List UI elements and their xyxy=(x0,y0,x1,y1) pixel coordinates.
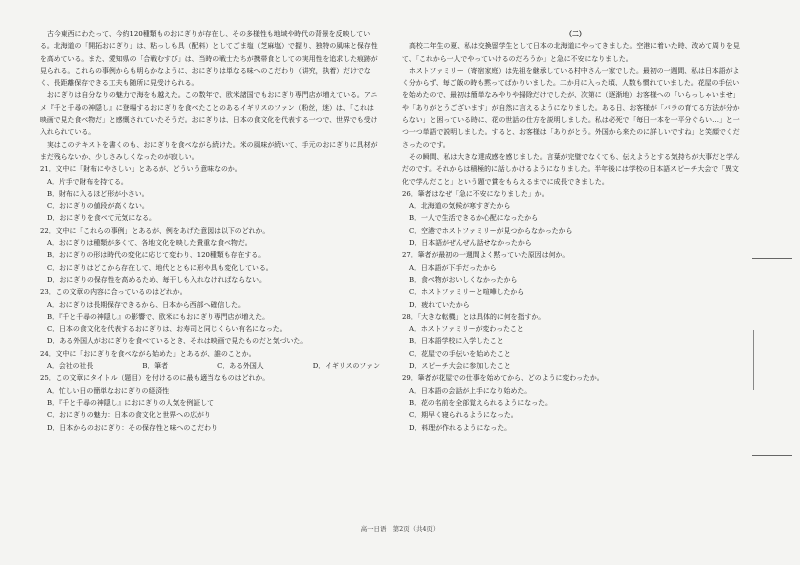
option-b: B．一人で生活できるか心配になったから xyxy=(409,214,539,223)
option-c: C．おにぎりの魅力：日本の食文化と世界への広がり xyxy=(47,411,211,420)
passage-paragraph: 高校二年生の夏、私は交換留学生として日本の北海道にやってきました。空港に着いた時、改めて周りを見て、「これから一人でやっていけるのだろうか」と急に不安になりました。 xyxy=(402,42,740,63)
passage-paragraph: ホストファミリー（寄宿家庭）は先祖を継承している村中さん一家でした。最初の一週間、私は日本語がよく分からず、毎ご飯の時も黙ってばかりいました。二か月に入った頃、人数も慣れていました。花屋の手伝いを始めたので、最初は簡単なみやりや掃除だけでしたが、次第に（逐渐地）お客様への「いらっしゃいませ」や「ありがとうございます」が自然に言えるようになりました。ある日、お客様が「バラの育てる方法が分からない」と困っている時に、花の世話の仕方を説明しました。私は必死で「毎日一本を一平分ぐらい…」と一つ一つ単語で説明しました。すると、お客様は「ありがとう。外国から来たのに詳しいですね」と笑顔でくださったのです。 xyxy=(402,66,740,149)
option-c: C．花屋での手伝いを始めたこと xyxy=(409,349,511,358)
question-26 xyxy=(402,188,742,249)
option-b: B．おにぎりの形は時代の変化に応じて変わり、120種類も存在する。 xyxy=(47,251,266,260)
option-d: D．日本語がぜんぜん話せなかったから xyxy=(409,239,532,248)
options-row xyxy=(40,360,380,372)
option-d: D．おにぎりを食べて元気になる。 xyxy=(47,214,156,223)
option-c: C．ある外国人 xyxy=(217,362,264,371)
option-a: A．北海道の気候が寒すぎたから xyxy=(409,202,511,211)
option-b: B．日本語学校に入学したこと xyxy=(409,337,504,346)
question-24 xyxy=(40,348,380,373)
option-a: A．日本語が下手だったから xyxy=(409,263,497,272)
option-b: B．『千と千尋の神隠し』の影響で、欧米にもおにぎり専門店が増えた。 xyxy=(47,312,269,321)
option-d: D．スピーチ大会に参加したこと xyxy=(409,362,511,371)
option-a: A．片手で財布を持てる。 xyxy=(47,177,128,186)
option-c: C．空港でホストファミリーが見つからなかったから xyxy=(409,226,573,235)
option-c: C．おにぎりはどこから存在して、地代とともに形や具も変化している。 xyxy=(47,263,273,272)
section-title: （二） xyxy=(565,30,586,38)
option-b: B．財布に入るほど形が小さい。 xyxy=(47,189,149,198)
question-28 xyxy=(402,311,742,372)
question-text: 23．この文章の内容に合っているのはどれか。 xyxy=(40,288,187,297)
question-21 xyxy=(40,163,380,224)
option-a: A．会社の社長 xyxy=(47,362,94,371)
option-c: C．ホストファミリーと喧嘩したから xyxy=(409,288,525,297)
question-text: 26．筆者はなぜ「急に不安になりました」か。 xyxy=(402,189,549,198)
margin-rule xyxy=(752,455,792,456)
option-b: B．筆者 xyxy=(142,362,169,371)
left-column xyxy=(40,28,380,434)
option-d: D．疲れていたから xyxy=(409,300,470,309)
option-d: D．ある外国人がおにぎりを食べているとき、それは映画で見たものだと気づいた。 xyxy=(47,337,308,346)
option-d: D．イギリスのファン xyxy=(312,362,380,371)
question-text: 29．筆者が花屋での仕事を始めてから、どのように変わったか。 xyxy=(402,374,604,383)
option-d: D．おにぎりの保存性を高めるため、毎干しも入れなければならない。 xyxy=(47,275,266,284)
reading-passage-1 xyxy=(40,28,380,163)
question-text: 22．文中に「これらの事例」とあるが、例をあげた意図は以下のどれか。 xyxy=(40,226,270,235)
question-22 xyxy=(40,225,380,286)
page-footer: 高一日语 第2页（共4页） xyxy=(360,525,440,533)
passage-paragraph: その瞬間、私は大きな達成感を感じました。言葉が完璧でなくても、伝えようとする気持ちが大事だと学んだのです。それからは積極的に話しかけるようになりました。半年後には学校の日本語スピーチ大会で「異文化で学んだこと」という題で賞をもらえるまでに成長できました。 xyxy=(402,152,740,186)
option-d: D．料理が作れるようになった。 xyxy=(409,423,511,432)
option-a: A．ホストファミリーが変わったこと xyxy=(409,325,524,334)
option-a: A．日本語の会話が上手になり始めた。 xyxy=(409,386,532,395)
question-29 xyxy=(402,372,742,433)
option-b: B．食べ物がおいしくなかったから xyxy=(409,275,518,284)
option-c: C．期早く寝られるようになった。 xyxy=(409,411,518,420)
option-b: B．花の名前を全部覚えられるようになった。 xyxy=(409,398,552,407)
question-text: 27．筆者が最初の一週間よく黙っていた原因は何か。 xyxy=(402,251,570,260)
option-b: B．『千と千尋の神隠し』におにぎりの人気を例証して xyxy=(47,398,214,407)
passage-paragraph: おにぎりは自分なりの魅力で海をも越えた。この数年で、欧米諸国でもおにぎり専門店が増えている。アニメ『千と千尋の神隠し』に登場するおにぎりを食べたことのあるイギリスのファン（粉丝，迷）は、「これは映画で見た食べ物だ」と感慨されていたそうだ。おにぎりは、日本の食文化を代表する一つで、世界でも受け入れられている。 xyxy=(40,91,378,137)
right-column xyxy=(402,28,742,434)
question-25 xyxy=(40,372,380,433)
question-text: 25．この文章にタイトル（题目）を付けるのに最も適当なものはどれか。 xyxy=(40,374,270,383)
margin-mark xyxy=(753,330,754,390)
option-d: D．日本からのおにぎり：その保存性と味へのこだわり xyxy=(47,423,218,432)
option-c: C．おにぎりの値段が高くない。 xyxy=(47,202,149,211)
option-a: A．おにぎりは種類が多くて、各地文化を映した貴重な食べ物だ。 xyxy=(47,239,252,248)
passage-paragraph: 古今東西にわたって、今約120種類ものおにぎりが存在し、その多様性も地域や時代の背景を反映している。北海道の「開拓おにぎり」は、粘っしも具（配料）としてごま塩（芝麻塩）で握り、独特の風味と保存性を高めている。また、愛知県の「合戦むすび」は、当時の戦士たちが携帯食としての実用性を追求した痕跡が見られる。これらの事例からも明らかなように、おにぎりは単なる味へのこだわり（讲究，执着）だけでなく、長距離保存できる工夫も随所に見受けられる。 xyxy=(40,30,378,88)
option-a: A．忙しい日の簡単なおにぎりの経済性 xyxy=(47,386,170,395)
passage-paragraph: 実はこのテキストを書くのも、おにぎりを食べながら続けた。米の風味が続いて、手元のおにぎりに具材がまだ残らないか、少しさみしくなったのが寂しい。 xyxy=(40,140,378,161)
margin-rule xyxy=(752,258,792,259)
question-text: 24．文中に「おにぎりを食べながら始めた」とあるが、誰のことか。 xyxy=(40,349,256,358)
option-a: A．おにぎりは長期保存できるから、日本から西部へ確信した。 xyxy=(47,300,245,309)
question-text: 28．「大きな転機」とは具体的に何を指すか。 xyxy=(402,312,546,321)
question-text: 21．文中に「財布にやさしい」とあるが、どういう意味なのか。 xyxy=(40,165,242,174)
option-c: C．日本の食文化を代表するおにぎりは、お寿司と同じくらい有名になった。 xyxy=(47,325,287,334)
reading-passage-2 xyxy=(402,40,742,188)
question-27 xyxy=(402,249,742,310)
question-23 xyxy=(40,286,380,347)
